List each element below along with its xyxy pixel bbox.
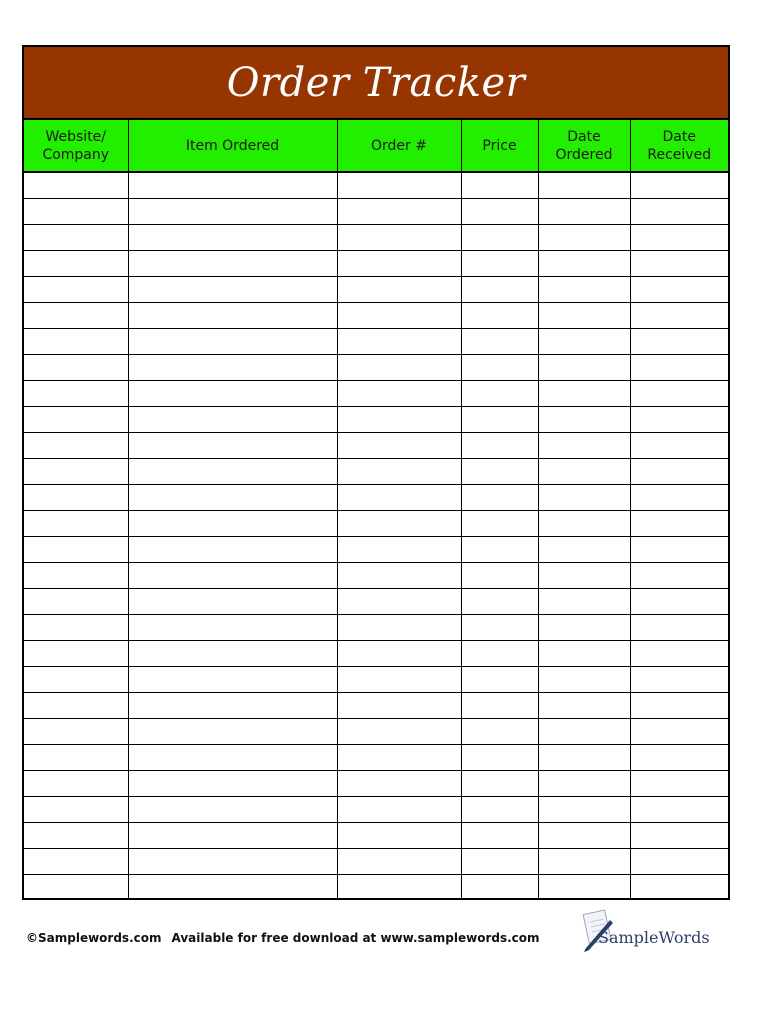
table-cell — [24, 771, 128, 797]
order-table — [24, 120, 728, 900]
table-cell — [538, 225, 630, 251]
table-cell — [630, 485, 728, 511]
table-row — [24, 407, 728, 433]
table-row — [24, 199, 728, 225]
table-row — [24, 771, 728, 797]
table-cell — [630, 459, 728, 485]
table-cell — [24, 615, 128, 641]
table-cell — [630, 329, 728, 355]
table-cell — [128, 251, 337, 277]
table-cell — [538, 407, 630, 433]
table-cell — [128, 199, 337, 225]
column-header-line: Date — [567, 128, 601, 145]
table-cell — [337, 433, 461, 459]
table-cell — [630, 277, 728, 303]
table-row — [24, 693, 728, 719]
table-cell — [538, 875, 630, 901]
table-cell — [24, 745, 128, 771]
table-cell — [461, 537, 538, 563]
table-cell — [24, 537, 128, 563]
table-cell — [128, 329, 337, 355]
table-row — [24, 563, 728, 589]
table-cell — [630, 823, 728, 849]
table-cell — [337, 771, 461, 797]
table-cell — [337, 251, 461, 277]
table-cell — [337, 225, 461, 251]
table-cell — [461, 563, 538, 589]
table-cell — [630, 797, 728, 823]
table-cell — [337, 693, 461, 719]
table-cell — [337, 849, 461, 875]
title-band — [24, 47, 728, 120]
table-cell — [337, 537, 461, 563]
table-cell — [128, 563, 337, 589]
table-row — [24, 511, 728, 537]
table-cell — [337, 719, 461, 745]
table-cell — [24, 172, 128, 199]
table-cell — [128, 459, 337, 485]
table-cell — [128, 849, 337, 875]
table-cell — [461, 329, 538, 355]
table-cell — [337, 329, 461, 355]
table-cell — [461, 381, 538, 407]
table-cell — [24, 433, 128, 459]
table-cell — [461, 667, 538, 693]
table-cell — [630, 849, 728, 875]
column-header-line: Price — [482, 137, 517, 154]
table-cell — [337, 303, 461, 329]
header-row — [24, 120, 728, 172]
table-cell — [461, 693, 538, 719]
table-cell — [128, 277, 337, 303]
table-cell — [538, 641, 630, 667]
table-cell — [128, 381, 337, 407]
table-cell — [24, 589, 128, 615]
table-cell — [337, 823, 461, 849]
table-cell — [128, 407, 337, 433]
table-cell — [630, 719, 728, 745]
table-row — [24, 355, 728, 381]
table-cell — [24, 251, 128, 277]
table-cell — [461, 355, 538, 381]
samplewords-logo — [580, 908, 710, 954]
table-cell — [538, 355, 630, 381]
table-cell — [538, 589, 630, 615]
table-cell — [337, 172, 461, 199]
table-cell — [337, 745, 461, 771]
table-cell — [630, 251, 728, 277]
table-cell — [538, 381, 630, 407]
table-cell — [337, 797, 461, 823]
table-cell — [128, 589, 337, 615]
table-cell — [128, 172, 337, 199]
table-cell — [630, 433, 728, 459]
table-cell — [24, 485, 128, 511]
table-cell — [538, 303, 630, 329]
table-cell — [461, 303, 538, 329]
column-header-date-received — [630, 120, 728, 172]
table-cell — [128, 485, 337, 511]
table-cell — [630, 589, 728, 615]
table-cell — [538, 745, 630, 771]
table-row — [24, 641, 728, 667]
table-cell — [461, 719, 538, 745]
table-cell — [461, 225, 538, 251]
table-cell — [128, 511, 337, 537]
table-cell — [538, 433, 630, 459]
footer-copyright: ©Samplewords.com — [26, 931, 162, 945]
column-header-date-ordered — [538, 120, 630, 172]
table-cell — [630, 667, 728, 693]
table-cell — [538, 277, 630, 303]
order-tracker-sheet — [22, 45, 730, 900]
table-cell — [337, 589, 461, 615]
table-row — [24, 329, 728, 355]
column-header-line: Date — [662, 128, 696, 145]
table-cell — [538, 485, 630, 511]
table-row — [24, 667, 728, 693]
table-cell — [128, 355, 337, 381]
table-cell — [337, 355, 461, 381]
table-cell — [461, 875, 538, 901]
table-cell — [461, 407, 538, 433]
table-cell — [538, 459, 630, 485]
table-cell — [461, 485, 538, 511]
table-row — [24, 381, 728, 407]
table-cell — [128, 615, 337, 641]
table-cell — [461, 589, 538, 615]
page-title: Order Tracker — [226, 59, 526, 106]
table-cell — [337, 277, 461, 303]
table-cell — [630, 303, 728, 329]
table-row — [24, 589, 728, 615]
table-cell — [24, 381, 128, 407]
table-cell — [337, 511, 461, 537]
table-cell — [461, 199, 538, 225]
table-cell — [24, 303, 128, 329]
column-header-item-ordered — [128, 120, 337, 172]
table-cell — [24, 823, 128, 849]
table-row — [24, 433, 728, 459]
table-cell — [128, 433, 337, 459]
table-cell — [630, 641, 728, 667]
table-cell — [538, 199, 630, 225]
table-row — [24, 849, 728, 875]
table-cell — [538, 719, 630, 745]
table-cell — [128, 225, 337, 251]
column-header-line: Website/ — [45, 128, 107, 145]
table-cell — [128, 537, 337, 563]
table-cell — [24, 511, 128, 537]
table-cell — [24, 329, 128, 355]
table-cell — [24, 199, 128, 225]
table-cell — [461, 641, 538, 667]
table-cell — [24, 277, 128, 303]
table-cell — [128, 797, 337, 823]
column-header-line: Item Ordered — [185, 137, 280, 154]
table-cell — [630, 225, 728, 251]
table-row — [24, 797, 728, 823]
table-cell — [461, 277, 538, 303]
table-cell — [461, 615, 538, 641]
table-cell — [461, 511, 538, 537]
column-header-website-company — [24, 120, 128, 172]
column-header-price — [461, 120, 538, 172]
footer-download-note: Available for free download at www.samplewords.com — [171, 931, 540, 945]
logo-text: SampleWords — [598, 928, 710, 947]
table-cell — [337, 199, 461, 225]
table-cell — [630, 172, 728, 199]
table-cell — [337, 667, 461, 693]
table-cell — [24, 407, 128, 433]
table-cell — [538, 172, 630, 199]
table-cell — [538, 693, 630, 719]
table-cell — [630, 745, 728, 771]
table-cell — [24, 797, 128, 823]
table-cell — [337, 381, 461, 407]
table-cell — [24, 719, 128, 745]
table-cell — [24, 459, 128, 485]
table-cell — [128, 641, 337, 667]
table-cell — [337, 485, 461, 511]
table-cell — [24, 849, 128, 875]
table-row — [24, 459, 728, 485]
table-cell — [630, 199, 728, 225]
table-cell — [630, 381, 728, 407]
table-cell — [24, 641, 128, 667]
table-cell — [630, 875, 728, 901]
table-cell — [24, 667, 128, 693]
table-cell — [630, 771, 728, 797]
table-row — [24, 823, 728, 849]
table-cell — [461, 172, 538, 199]
table-row — [24, 303, 728, 329]
table-cell — [337, 459, 461, 485]
table-cell — [337, 407, 461, 433]
table-cell — [24, 693, 128, 719]
table-cell — [630, 355, 728, 381]
table-cell — [24, 355, 128, 381]
table-row — [24, 719, 728, 745]
table-cell — [538, 329, 630, 355]
table-cell — [461, 433, 538, 459]
table-cell — [461, 823, 538, 849]
table-cell — [630, 563, 728, 589]
table-cell — [461, 459, 538, 485]
table-cell — [337, 563, 461, 589]
footer-credit — [26, 931, 540, 945]
table-cell — [630, 693, 728, 719]
table-row — [24, 745, 728, 771]
table-row — [24, 225, 728, 251]
table-cell — [630, 615, 728, 641]
table-row — [24, 875, 728, 901]
table-cell — [128, 745, 337, 771]
table-cell — [538, 849, 630, 875]
table-cell — [337, 875, 461, 901]
table-cell — [630, 407, 728, 433]
column-header-line: Company — [42, 146, 110, 163]
table-row — [24, 277, 728, 303]
table-cell — [24, 875, 128, 901]
table-cell — [337, 641, 461, 667]
table-row — [24, 172, 728, 199]
table-cell — [461, 849, 538, 875]
table-cell — [461, 797, 538, 823]
table-cell — [128, 719, 337, 745]
table-cell — [538, 537, 630, 563]
table-cell — [337, 615, 461, 641]
table-cell — [461, 771, 538, 797]
table-cell — [538, 251, 630, 277]
table-row — [24, 485, 728, 511]
table-body — [24, 172, 728, 900]
table-cell — [128, 693, 337, 719]
column-header-line: Order # — [371, 137, 427, 154]
table-row — [24, 251, 728, 277]
table-cell — [128, 823, 337, 849]
table-cell — [461, 745, 538, 771]
table-cell — [461, 251, 538, 277]
table-cell — [538, 511, 630, 537]
table-cell — [538, 797, 630, 823]
table-cell — [24, 225, 128, 251]
table-cell — [538, 823, 630, 849]
table-cell — [538, 771, 630, 797]
table-cell — [538, 615, 630, 641]
column-header-line: Received — [647, 146, 712, 163]
table-cell — [128, 303, 337, 329]
table-cell — [128, 771, 337, 797]
table-cell — [538, 563, 630, 589]
table-row — [24, 537, 728, 563]
table-cell — [128, 667, 337, 693]
table-cell — [538, 667, 630, 693]
column-header-order-number — [337, 120, 461, 172]
table-cell — [128, 875, 337, 901]
table-row — [24, 615, 728, 641]
table-cell — [630, 511, 728, 537]
table-cell — [630, 537, 728, 563]
table-cell — [24, 563, 128, 589]
column-header-line: Ordered — [555, 146, 613, 163]
